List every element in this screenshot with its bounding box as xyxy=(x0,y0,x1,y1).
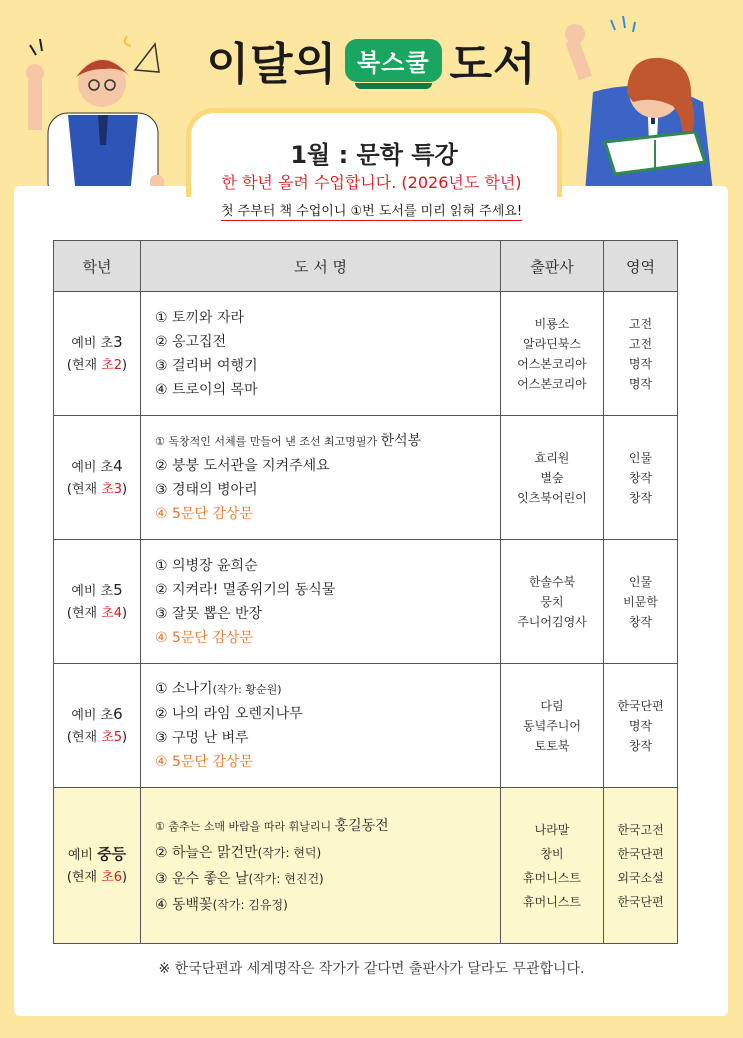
book-list xyxy=(141,788,501,944)
publisher: 휴머니스트 xyxy=(523,870,581,885)
grade-cell xyxy=(54,664,141,788)
publisher: 다림 xyxy=(540,698,564,713)
current-grade: (현재 초5) xyxy=(66,729,128,745)
area-list xyxy=(604,788,678,944)
current-grade: (현재 초2) xyxy=(66,357,128,373)
book-table xyxy=(53,240,678,944)
publisher: 뭉치 xyxy=(540,594,564,609)
publisher-list xyxy=(501,788,604,944)
book-title: ② 나의 라임 오렌지나무 xyxy=(155,706,303,722)
book-list xyxy=(141,416,501,540)
reading-notice xyxy=(0,200,743,219)
grade-label: 예비 중등 xyxy=(67,844,127,863)
area: 고전 xyxy=(628,316,653,331)
area: 인물 xyxy=(628,450,653,465)
publisher: 한솔수북 xyxy=(528,574,576,589)
book-title: ③ 걸리버 여행기 xyxy=(155,357,258,374)
grade-notice: 한 학년 올려 수업합니다. (2026년도 학년) xyxy=(221,173,522,192)
book-title: ④ 5문단 감상문 xyxy=(155,754,253,770)
area: 명작 xyxy=(628,376,653,391)
grade-cell xyxy=(54,416,141,540)
publisher: 동녘주니어 xyxy=(523,718,581,733)
publisher: 창비 xyxy=(540,846,564,861)
area: 한국고전 xyxy=(617,822,664,837)
area: 창작 xyxy=(628,470,653,485)
book-list xyxy=(141,292,501,416)
publisher: 효리원 xyxy=(534,450,570,465)
table-row xyxy=(54,540,678,664)
area-list xyxy=(604,416,678,540)
publisher: 주니어김영사 xyxy=(517,614,587,629)
current-grade: (현재 초4) xyxy=(66,605,128,621)
publisher: 어스본코리아 xyxy=(517,356,587,371)
area-list xyxy=(604,292,678,416)
book-title: ④ 트로이의 목마 xyxy=(155,381,258,398)
table-row xyxy=(54,664,678,788)
area: 한국단편 xyxy=(617,846,664,861)
area-list xyxy=(604,664,678,788)
book-title: ① 독창적인 서체를 만들어 낸 조선 최고명필가 한석봉 xyxy=(155,433,422,449)
page-title xyxy=(0,28,743,92)
publisher: 알라딘북스 xyxy=(523,336,581,351)
area: 고전 xyxy=(628,336,653,351)
grade-label: 예비 초6 xyxy=(71,704,123,723)
grade-cell xyxy=(54,788,141,944)
grade-label: 예비 초3 xyxy=(71,332,123,351)
publisher: 토토북 xyxy=(534,738,570,753)
table-header-row xyxy=(54,241,678,292)
book-title: ④ 동백꽃(작가: 김유정) xyxy=(155,897,288,913)
publisher-list xyxy=(501,292,604,416)
header-area: 영역 xyxy=(604,241,678,292)
area: 창작 xyxy=(628,490,653,505)
brand-badge: 북스쿨 xyxy=(345,39,442,82)
area-list xyxy=(604,540,678,664)
title-left: 이달의 xyxy=(206,39,337,90)
publisher: 별숲 xyxy=(540,470,564,485)
book-title: ② 하늘은 맑건만(작가: 현덕) xyxy=(155,845,322,861)
publisher-list xyxy=(501,540,604,664)
book-title: ① 소나기(작가: 황순원) xyxy=(155,681,282,697)
grade-cell xyxy=(54,540,141,664)
publisher: 비룡소 xyxy=(534,316,570,331)
area: 한국단편 xyxy=(617,894,664,909)
publisher: 휴머니스트 xyxy=(523,894,581,909)
area: 명작 xyxy=(628,356,653,371)
publisher: 나라말 xyxy=(534,822,570,837)
month-label: 1월 : 문학 특강 xyxy=(290,141,458,169)
title-right: 도서 xyxy=(449,39,537,90)
book-title: ① 토끼와 자라 xyxy=(155,309,245,326)
book-title: ① 춤추는 소매 바람을 따라 휘날리니 홍길동전 xyxy=(155,818,389,834)
area: 창작 xyxy=(628,738,653,753)
footnote: ※ 한국단편과 세계명작은 작가가 같다면 출판사가 달라도 무관합니다. xyxy=(158,961,585,977)
area: 외국소설 xyxy=(617,870,664,885)
book-title: ④ 5문단 감상문 xyxy=(155,506,253,522)
area: 한국단편 xyxy=(617,698,664,713)
publisher-list xyxy=(501,664,604,788)
area: 인물 xyxy=(628,574,653,589)
table-row xyxy=(54,788,678,944)
publisher: 잇츠북어린이 xyxy=(517,490,587,505)
book-title: ① 의병장 윤희순 xyxy=(155,557,258,574)
publisher-list xyxy=(501,416,604,540)
table-row xyxy=(54,292,678,416)
header-grade: 학년 xyxy=(54,241,141,292)
grade-cell xyxy=(54,292,141,416)
book-title: ③ 잘못 뽑은 반장 xyxy=(155,605,263,622)
current-grade: (현재 초6) xyxy=(66,869,128,885)
grade-label: 예비 초4 xyxy=(71,456,123,475)
book-title: ② 지켜라! 멸종위기의 동식물 xyxy=(155,581,336,598)
reading-notice-text: 첫 주부터 책 수업이니 ①번 도서를 미리 읽혀 주세요! xyxy=(220,204,523,219)
area: 명작 xyxy=(628,718,653,733)
header-publisher: 출판사 xyxy=(501,241,604,292)
book-title: ③ 경태의 병아리 xyxy=(155,482,258,498)
book-list xyxy=(141,664,501,788)
grade-label: 예비 초5 xyxy=(71,580,123,599)
book-title: ③ 운수 좋은 날(작가: 현진건) xyxy=(155,871,324,887)
current-grade: (현재 초3) xyxy=(66,481,128,497)
header-books: 도 서 명 xyxy=(141,241,501,292)
book-title: ④ 5문단 감상문 xyxy=(155,629,253,646)
area: 비문학 xyxy=(623,594,658,609)
book-title: ③ 구멍 난 벼루 xyxy=(155,730,249,746)
table-row xyxy=(54,416,678,540)
area: 창작 xyxy=(628,614,653,629)
publisher: 어스본코리아 xyxy=(517,376,587,391)
book-title: ② 붕붕 도서관을 지켜주세요 xyxy=(155,458,330,474)
book-list xyxy=(141,540,501,664)
book-title: ② 옹고집전 xyxy=(155,333,227,350)
